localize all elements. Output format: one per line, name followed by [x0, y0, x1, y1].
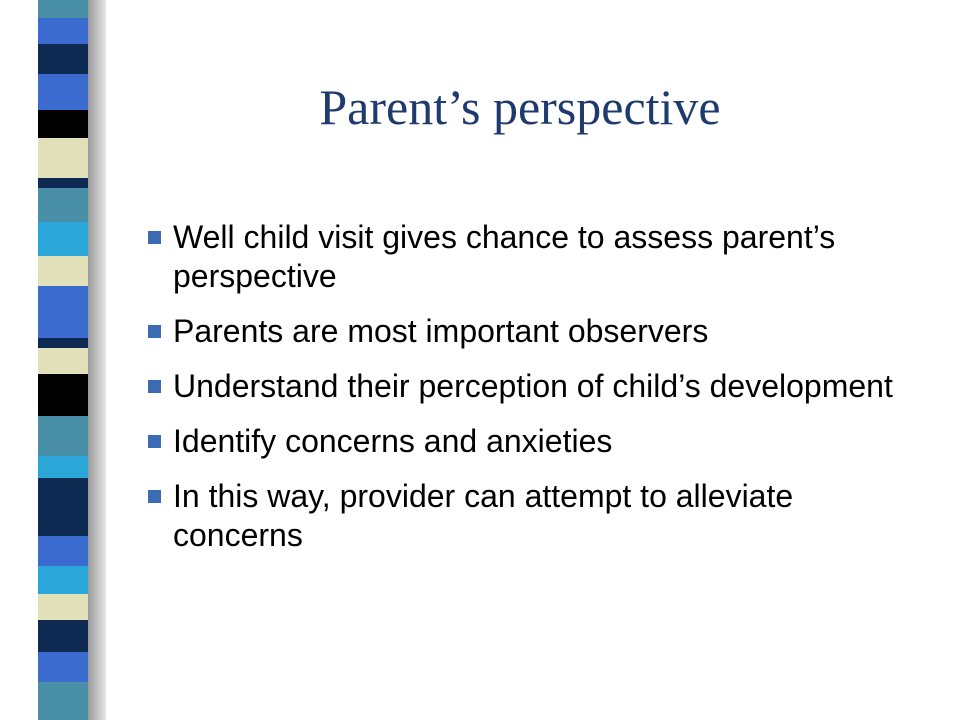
bullet-item: [148, 422, 928, 461]
stripe-block: [38, 566, 88, 594]
square-bullet-icon: [148, 435, 161, 448]
bullet-text: Well child visit gives chance to assess parent’s perspective: [173, 219, 836, 294]
slide-title: Parent’s perspective: [319, 79, 721, 135]
stripe-block: [38, 338, 88, 348]
bullet-text: Parents are most important observers: [173, 313, 709, 349]
stripe-block: [38, 652, 88, 682]
stripe-block: [38, 374, 88, 416]
decorative-stripe: [38, 0, 88, 720]
bullet-item: [148, 218, 928, 296]
square-bullet-icon: [148, 325, 161, 338]
stripe-block: [38, 44, 88, 74]
stripe-block: [38, 178, 88, 188]
bullet-item: [148, 367, 928, 406]
bullet-list: [148, 218, 928, 571]
bullet-text: Understand their perception of child’s development: [173, 368, 893, 404]
stripe-block: [38, 682, 88, 720]
stripe-block: [38, 456, 88, 478]
square-bullet-icon: [148, 380, 161, 393]
stripe-block: [38, 594, 88, 620]
stripe-block: [38, 416, 88, 456]
bullet-text: Identify concerns and anxieties: [173, 423, 613, 459]
stripe-block: [38, 222, 88, 256]
square-bullet-icon: [148, 231, 161, 244]
stripe-block: [38, 0, 88, 18]
stripe-shadow: [88, 0, 106, 720]
stripe-block: [38, 138, 88, 178]
stripe-block: [38, 536, 88, 566]
stripe-block: [38, 256, 88, 286]
bullet-item: [148, 477, 928, 555]
stripe-block: [38, 478, 88, 536]
stripe-block: [38, 298, 88, 338]
stripe-block: [38, 110, 88, 138]
stripe-block: [38, 348, 88, 374]
stripe-block: [38, 74, 88, 110]
bullet-text: In this way, provider can attempt to alleviate concerns: [173, 478, 794, 553]
stripe-block: [38, 188, 88, 222]
stripe-block: [38, 18, 88, 44]
bullet-item: [148, 312, 928, 351]
stripe-block: [38, 620, 88, 652]
square-bullet-icon: [148, 490, 161, 503]
stripe-block: [38, 286, 88, 298]
